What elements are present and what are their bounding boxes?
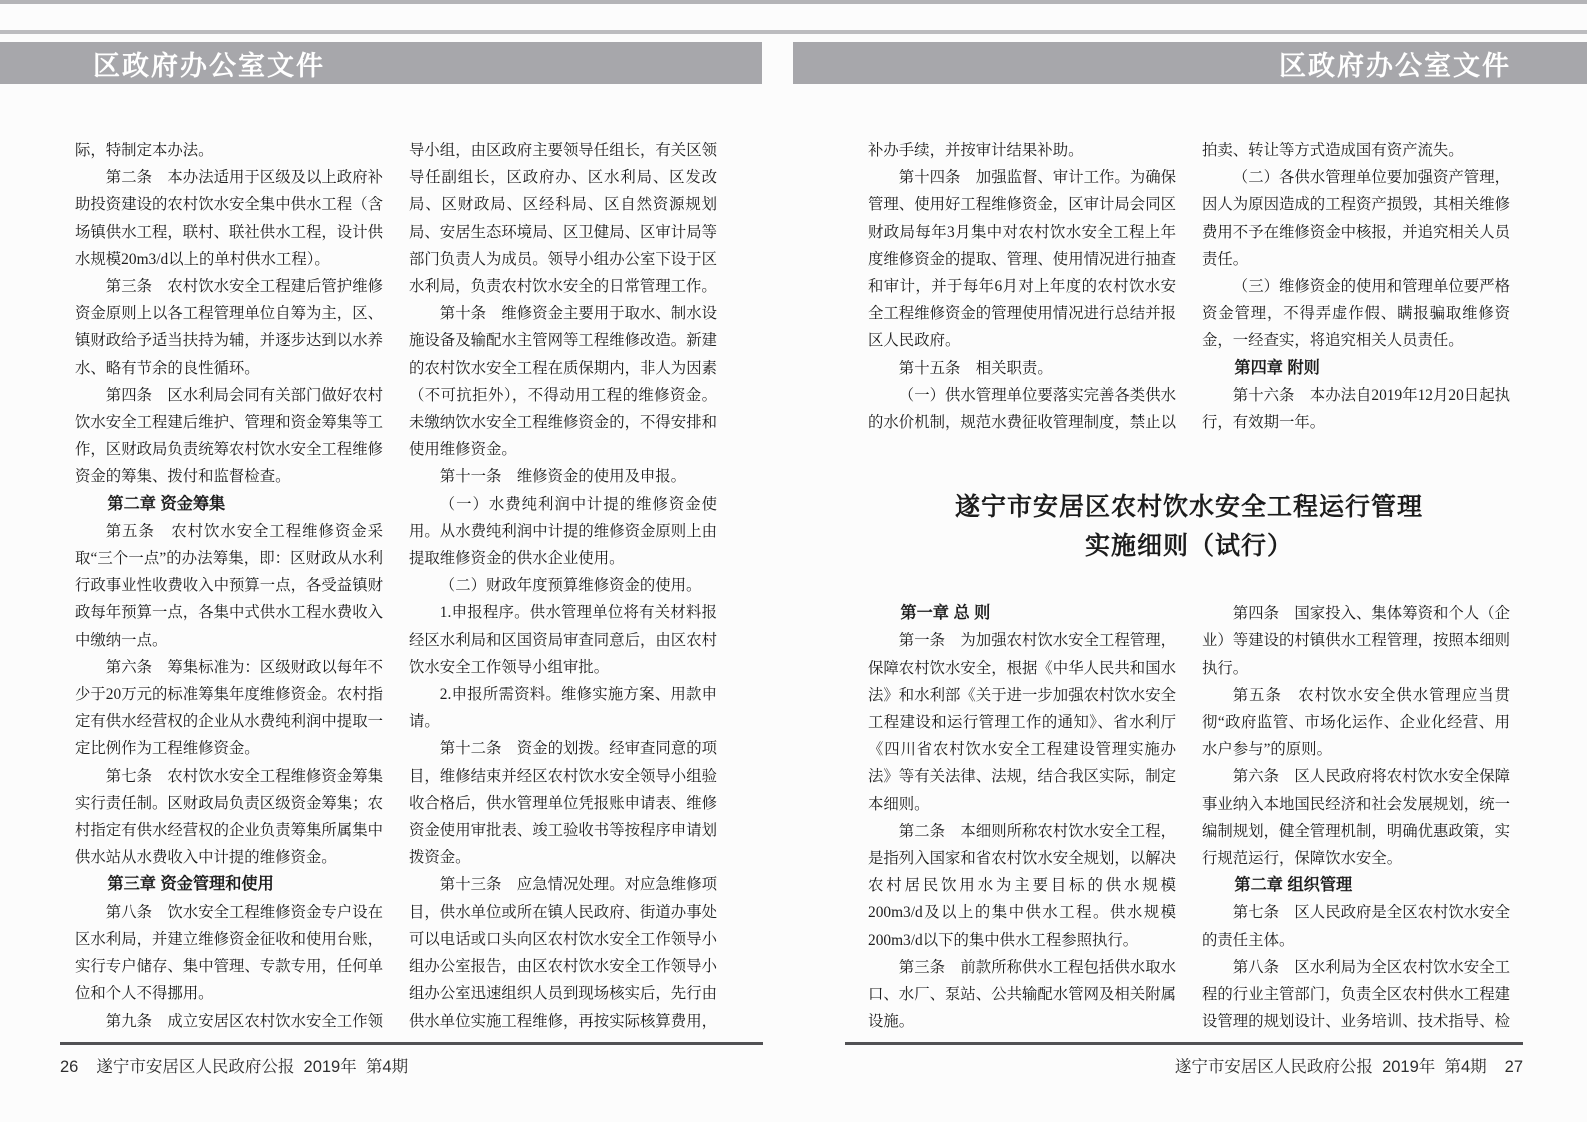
- page-right-columns-bottom: [868, 600, 1510, 1035]
- paragraph: 第八条 饮水安全工程维修资金专户设在区水利局，并建立维修资金征收和使用台账，实行专户储存、集中管理、专款专用，任何单位和个人不得挪用。: [75, 903, 383, 1003]
- paragraph: 1.申报程序。供水管理单位将有关材料报经区水利局和区国资局审查同意后，由区农村饮水安全工作领导小组审批。: [409, 604, 717, 676]
- chapter-heading: 第一章 总 则: [900, 604, 991, 623]
- paragraph: 第四条 国家投入、集体筹资和个人（企业）等建设的村镇供水工程管理，按照本细则执行。: [1202, 605, 1510, 677]
- paragraph: 第五条 农村饮水安全工程维修资金采取“三个一点”的办法筹集，即：区财政从水利行政事业性收费收入中预算一点，各受益镇财政每年预算一点，各集中式供水工程水费收入中缴纳一点。: [75, 522, 383, 649]
- paragraph: 第十一条 维修资金的使用及申报。: [439, 468, 687, 486]
- paragraph: 第七条 农村饮水安全工程维修资金筹集实行责任制。区财政局负责区级资金筹集；农村指定有供水经营权的企业负责筹集所属集中供水站从水费收入中计提的维修资金。: [75, 767, 383, 867]
- paragraph: 拍卖、转让等方式造成国有资产流失。: [1202, 142, 1464, 159]
- paragraph: 第十二条 资金的划拨。经审查同意的项目，维修结束并经区农村饮水安全领导小组验收合格后，供水管理单位凭报账申请表、维修资金使用审批表、竣工验收书等按程序申请划拨资金。: [409, 740, 717, 867]
- column-4-top: [1202, 137, 1510, 436]
- paragraph: （二）财政年度预算维修资金的使用。: [439, 577, 702, 595]
- paragraph: （二）各供水管理单位要加强资产管理，因人为原因造成的工程资产损毁，其相关维修费用不予在维修资金中核报，并追究相关人员责任。: [1202, 169, 1510, 268]
- paragraph: 第三条 农村饮水安全工程建后管护维修资金原则上以各工程管理单位自筹为主，区、镇财政给予适当扶持为辅，并逐步达到以水养水、略有节余的良性循环。: [75, 278, 383, 377]
- paragraph: 2.申报所需资料。维修实施方案、用款申请。: [409, 686, 717, 731]
- paragraph: （一）供水管理单位要落实完善各类供水的水价机制，规范水费征收管理制度，禁止以: [868, 386, 1176, 432]
- document-title-line2: 实施细则（试行）: [1084, 532, 1293, 561]
- paragraph: 第十五条 相关职责。: [898, 359, 1053, 377]
- page-number-right: 27: [1504, 1058, 1523, 1076]
- column-1: [75, 137, 383, 1035]
- paragraph: 第十三条 应急情况处理。对应急维修项目，供水单位或所在镇人民政府、街道办事处可以电话或口头向区农村饮水安全工作领导小组办公室报告，由区农村饮水安全工作领导小组办公室迅速组织人员到现场核实后，先行由供水单位实施工程维修，再按实际核算费用，: [409, 876, 717, 1030]
- footer-right: [845, 1042, 1523, 1077]
- paragraph: 际，特制定本办法。: [75, 142, 214, 159]
- column-2: [409, 137, 717, 1035]
- page-right: [868, 137, 1510, 1035]
- paragraph: （三）维修资金的使用和管理单位要严格资金管理，不得弄虚作假、瞒报骗取维修资金，一经查实，将追究相关人员责任。: [1202, 278, 1510, 350]
- paragraph: 第二条 本细则所称农村饮水安全工程，是指列入国家和省农村饮水安全规划，以解决农村居民饮用水为主要目标的供水规模200m3/d及以上的集中供水工程。供水规模200m3/d以下的集中供水工程参照执行。: [868, 822, 1176, 949]
- header-accent-line: [0, 30, 1587, 34]
- page-right-columns-top: [868, 137, 1510, 436]
- paragraph: 第十六条 本办法自2019年12月20日起执行，有效期一年。: [1202, 386, 1510, 432]
- page-number-left: 26: [60, 1058, 79, 1076]
- header-banner-left: [0, 42, 762, 84]
- paragraph: 第九条 成立安居区农村饮水安全工作领: [105, 1012, 383, 1030]
- paragraph: 第十四条 加强监督、审计工作。为确保管理、使用好工程维修资金，区审计局会同区财政局每年3月集中对农村饮水安全工程上年度维修资金的提取、管理、使用情况进行抽查和审计，并于每年6月对上年度的农村饮水安全工程维修资金的管理使用情况进行总结并报区人民政府。: [868, 169, 1176, 350]
- header-banner-right: [793, 42, 1587, 84]
- document-title: [868, 488, 1510, 566]
- paragraph: 导小组，由区政府主要领导任组长，有关区领导任副组长，区政府办、区水利局、区发改局、区财政局、区经科局、区自然资源规划局、安居生态环境局、区卫健局、区审计局等部门负责人为成员。领导小组办公室下设于区水利局，负责农村饮水安全的日常管理工作。: [409, 142, 717, 296]
- paragraph: 第四条 区水利局会同有关部门做好农村饮水安全工程建后维护、管理和资金筹集等工作，区财政局负责统筹农村饮水安全工程维修资金的筹集、拨付和监督检查。: [75, 386, 383, 486]
- footer-left: [60, 1042, 763, 1077]
- paragraph: 补办手续，并按审计结果补助。: [868, 142, 1084, 159]
- paragraph: 第五条 农村饮水安全供水管理应当贯彻“政府监管、市场化运作、企业化经营、用水户参与”的原则。: [1202, 686, 1510, 759]
- paragraph: 第八条 区水利局为全区农村饮水安全工程的行业主管部门，负责全区农村供水工程建设管理的规划设计、业务培训、技术指导、检: [1202, 958, 1510, 1031]
- chapter-heading: 第四章 附则: [1234, 358, 1320, 377]
- chapter-heading: 第三章 资金管理和使用: [107, 875, 274, 894]
- column-3-bottom: [868, 600, 1176, 1035]
- paragraph: （一）水费纯利润中计提的维修资金使用。从水费纯利润中计提的维修资金原则上由提取维修资金的供水企业使用。: [409, 495, 717, 568]
- column-4-bottom: [1202, 600, 1510, 1035]
- column-3-top: [868, 137, 1176, 436]
- paragraph: 第一条 为加强农村饮水安全工程管理，保障农村饮水安全，根据《中华人民共和国水法》和水利部《关于进一步加强农村饮水安全工程建设和运行管理工作的通知》、省水利厅《四川省农村饮水安全工程建设管理实施办法》等有关法律、法规，结合我区实际，制定本细则。: [868, 632, 1176, 813]
- banner-title-left: 区政府办公室文件: [93, 50, 325, 81]
- publication-name-right: 遂宁市安居区人民政府公报 2019年 第4期: [1174, 1058, 1487, 1076]
- paragraph: 第六条 区人民政府将农村饮水安全保障事业纳入本地国民经济和社会发展规划，统一编制规划，健全管理机制，明确优惠政策，实行规范运行，保障饮水安全。: [1202, 768, 1510, 868]
- paragraph: 第二条 本办法适用于区级及以上政府补助投资建设的农村饮水安全集中供水工程（含场镇供水工程，联村、联社供水工程，设计供水规模20m3/d以上的单村供水工程）。: [75, 169, 383, 268]
- top-edge-strip: [0, 0, 1587, 4]
- document-title-line1: 遂宁市安居区农村饮水安全工程运行管理: [954, 493, 1423, 522]
- publication-name-left: 遂宁市安居区人民政府公报 2019年 第4期: [96, 1058, 409, 1076]
- page-left: [75, 137, 717, 1035]
- banner-title-right: 区政府办公室文件: [1279, 50, 1511, 81]
- paragraph: 第六条 筹集标准为：区级财政以每年不少于20万元的标准筹集年度维修资金。农村指定有供水经营权的企业从水费纯利润中提取一定比例作为工程维修资金。: [75, 658, 383, 758]
- page-left-columns: [75, 137, 717, 1035]
- paragraph: 第三条 前款所称供水工程包括供水取水口、水厂、泵站、公共输配水管网及相关附属设施。: [868, 958, 1176, 1031]
- chapter-heading: 第二章 资金筹集: [107, 494, 226, 513]
- chapter-heading: 第二章 组织管理: [1234, 876, 1353, 895]
- paragraph: 第七条 区人民政府是全区农村饮水安全的责任主体。: [1202, 904, 1510, 949]
- paragraph: 第十条 维修资金主要用于取水、制水设施设备及输配水主管网等工程维修改造。新建的农村饮水安全工程在质保期内，非人为因素（不可抗拒外），不得动用工程的维修资金。未缴纳饮水安全工程维修资金的，不得安排和使用维修资金。: [409, 305, 717, 459]
